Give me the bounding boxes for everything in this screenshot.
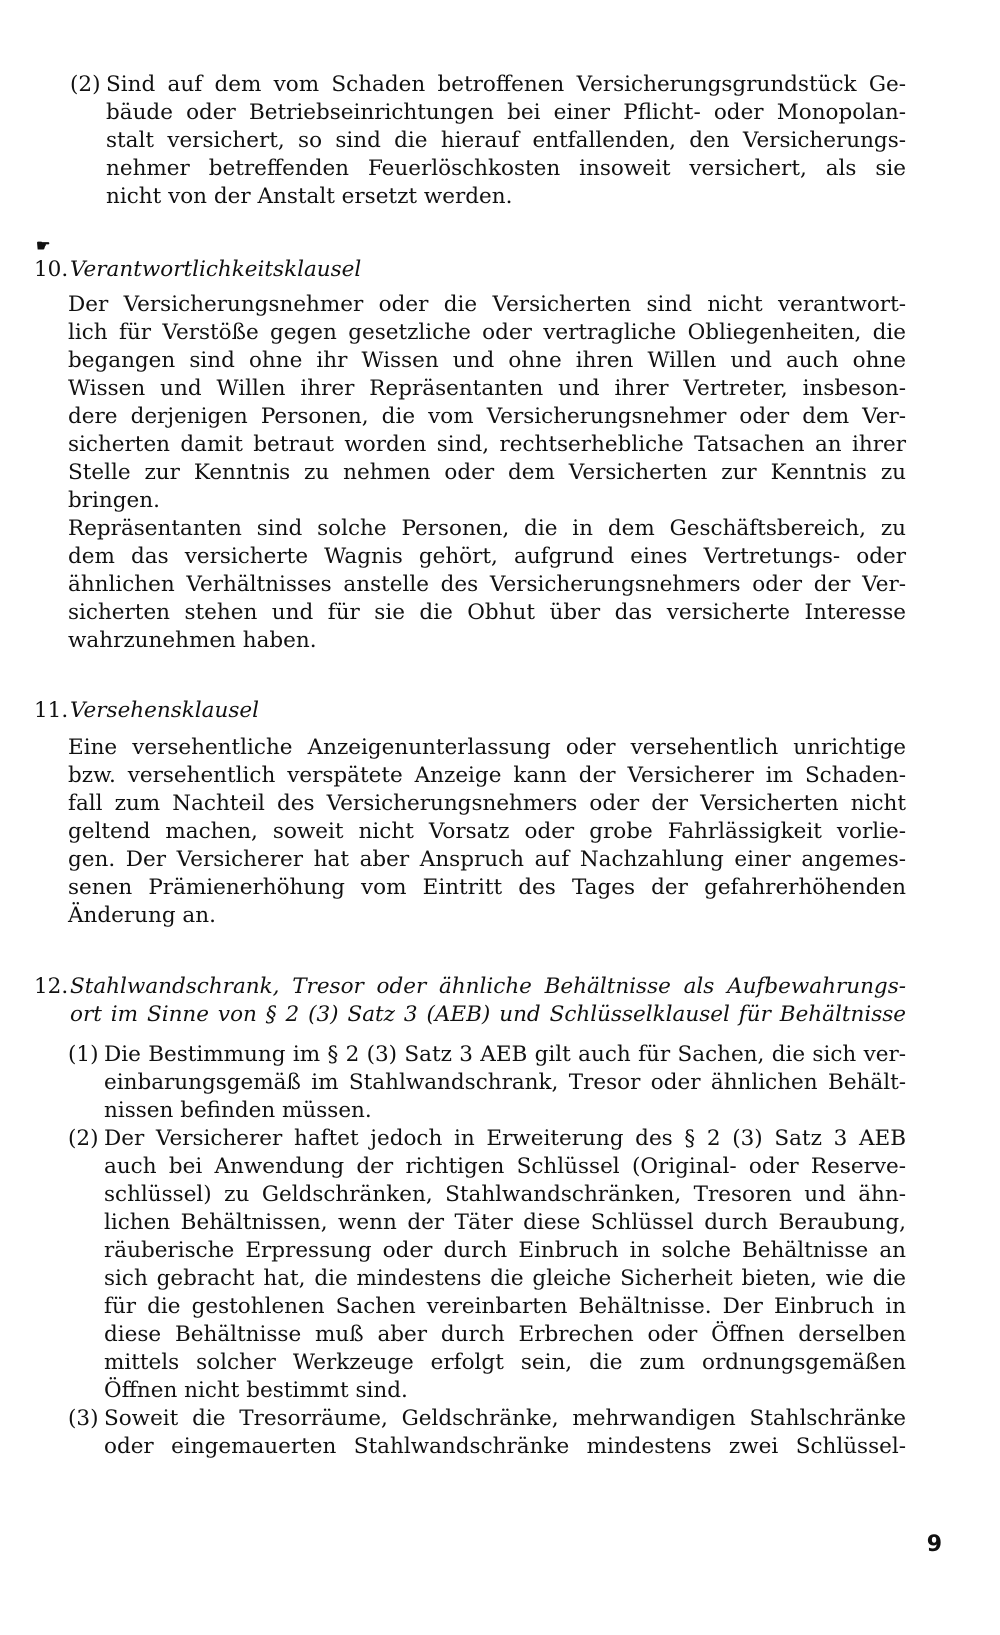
section-number: 12. — [34, 974, 69, 999]
paragraph-label: (2) — [70, 72, 101, 97]
text-line: mittels solcher Werkzeuge erfolgt sein, die zum ordnungsgemäßen — [104, 1350, 906, 1375]
text-line: nehmer betreffenden Feuerlöschkosten insoweit versichert, als sie — [106, 156, 906, 181]
text-line: sicherten stehen und für sie die Obhut über das versicherte Interesse — [68, 600, 906, 625]
text-line: nissen befinden müssen. — [104, 1098, 372, 1123]
text-line: schlüssel) zu Geldschränken, Stahlwandschränken, Tresoren und ähn- — [104, 1182, 906, 1207]
text-line: senen Prämienerhöhung vom Eintritt des Tages der gefahrerhöhenden — [68, 875, 906, 900]
section9-paragraph-2 — [106, 71, 906, 211]
section12-paragraph-3 — [104, 1405, 906, 1461]
section-title: Versehensklausel — [70, 698, 259, 723]
section10-paragraph-1 — [68, 291, 906, 655]
text-line: bzw. versehentlich verspätete Anzeige kann der Versicherer im Schaden- — [68, 763, 906, 788]
text-line: Repräsentanten sind solche Personen, die in dem Geschäftsbereich, zu — [68, 516, 906, 541]
text-line: geltend machen, soweit nicht Vorsatz oder grobe Fahrlässigkeit vorlie- — [68, 819, 906, 844]
text-line: bringen. — [68, 488, 160, 513]
paragraph-label: (2) — [68, 1126, 99, 1151]
text-line: Der Versicherungsnehmer oder die Versicherten sind nicht verantwort- — [68, 292, 906, 317]
text-line: dem das versicherte Wagnis gehört, aufgrund eines Vertretungs- oder — [68, 544, 906, 569]
paragraph-label: (1) — [68, 1042, 99, 1067]
section12-paragraph-2 — [104, 1125, 906, 1405]
text-line: diese Behältnisse muß aber durch Erbrechen oder Öffnen derselben — [104, 1322, 906, 1347]
paragraph-label: (3) — [68, 1406, 99, 1431]
title-line: ort im Sinne von § 2 (3) Satz 3 (AEB) und Schlüsselklausel für Behältnisse — [70, 1002, 906, 1027]
section12-paragraph-1 — [104, 1041, 906, 1125]
text-line: Wissen und Willen ihrer Repräsentanten und ihrer Vertreter, insbeson- — [68, 376, 906, 401]
section-title: Verantwortlichkeitsklausel — [70, 257, 362, 282]
text-line: sicherten damit betraut worden sind, rechtserhebliche Tatsachen an ihrer — [68, 432, 906, 457]
pointing-hand-icon: ☛ — [36, 236, 51, 255]
text-line: lich für Verstöße gegen gesetzliche oder vertragliche Obliegenheiten, die — [68, 320, 906, 345]
text-line: Eine versehentliche Anzeigenunterlassung oder versehentlich unrichtige — [68, 735, 906, 760]
title-line: Stahlwandschrank, Tresor oder ähnliche Behältnisse als Aufbewahrungs- — [70, 974, 906, 999]
section-title — [70, 973, 906, 1029]
text-line: für die gestohlenen Sachen vereinbarten Behältnisse. Der Einbruch in — [104, 1294, 906, 1319]
text-line: stalt versichert, so sind die hierauf entfallenden, den Versicherungs- — [106, 128, 906, 153]
text-line: bäude oder Betriebseinrichtungen bei einer Pflicht- oder Monopolan- — [106, 100, 906, 125]
section-number: 11. — [34, 698, 69, 723]
text-line: Änderung an. — [68, 903, 216, 928]
text-line: Öffnen nicht bestimmt sind. — [104, 1378, 408, 1403]
text-line: wahrzunehmen haben. — [68, 628, 317, 653]
text-line: gen. Der Versicherer hat aber Anspruch auf Nachzahlung einer angemes- — [68, 847, 906, 872]
text-line: fall zum Nachteil des Versicherungsnehmers oder der Versicherten nicht — [68, 791, 906, 816]
text-line: ähnlichen Verhältnisses anstelle des Versicherungsnehmers oder der Ver- — [68, 572, 906, 597]
text-line: oder eingemauerten Stahlwandschränke mindestens zwei Schlüssel- — [104, 1434, 906, 1459]
text-line: sich gebracht hat, die mindestens die gleiche Sicherheit bieten, wie die — [104, 1266, 906, 1291]
text-line: nicht von der Anstalt ersetzt werden. — [106, 184, 513, 209]
text-line: Sind auf dem vom Schaden betroffenen Versicherungsgrundstück Ge- — [106, 72, 906, 97]
text-line: Soweit die Tresorräume, Geldschränke, mehrwandigen Stahlschränke — [104, 1406, 906, 1431]
text-line: Die Bestimmung im § 2 (3) Satz 3 AEB gilt auch für Sachen, die sich ver- — [104, 1042, 906, 1067]
text-line: auch bei Anwendung der richtigen Schlüssel (Original- oder Reserve- — [104, 1154, 906, 1179]
section11-paragraph — [68, 734, 906, 930]
text-line: lichen Behältnissen, wenn der Täter diese Schlüssel durch Beraubung, — [104, 1210, 906, 1235]
text-line: Stelle zur Kenntnis zu nehmen oder dem Versicherten zur Kenntnis zu — [68, 460, 906, 485]
text-line: einbarungsgemäß im Stahlwandschrank, Tresor oder ähnlichen Behält- — [104, 1070, 906, 1095]
text-line: räuberische Erpressung oder durch Einbruch in solche Behältnisse an — [104, 1238, 906, 1263]
page-number: 9 — [926, 1532, 942, 1557]
section-number: 10. — [34, 257, 69, 282]
text-line: begangen sind ohne ihr Wissen und ohne ihren Willen und auch ohne — [68, 348, 906, 373]
text-line: Der Versicherer haftet jedoch in Erweiterung des § 2 (3) Satz 3 AEB — [104, 1126, 906, 1151]
text-line: dere derjenigen Personen, die vom Versicherungsnehmer oder dem Ver- — [68, 404, 906, 429]
